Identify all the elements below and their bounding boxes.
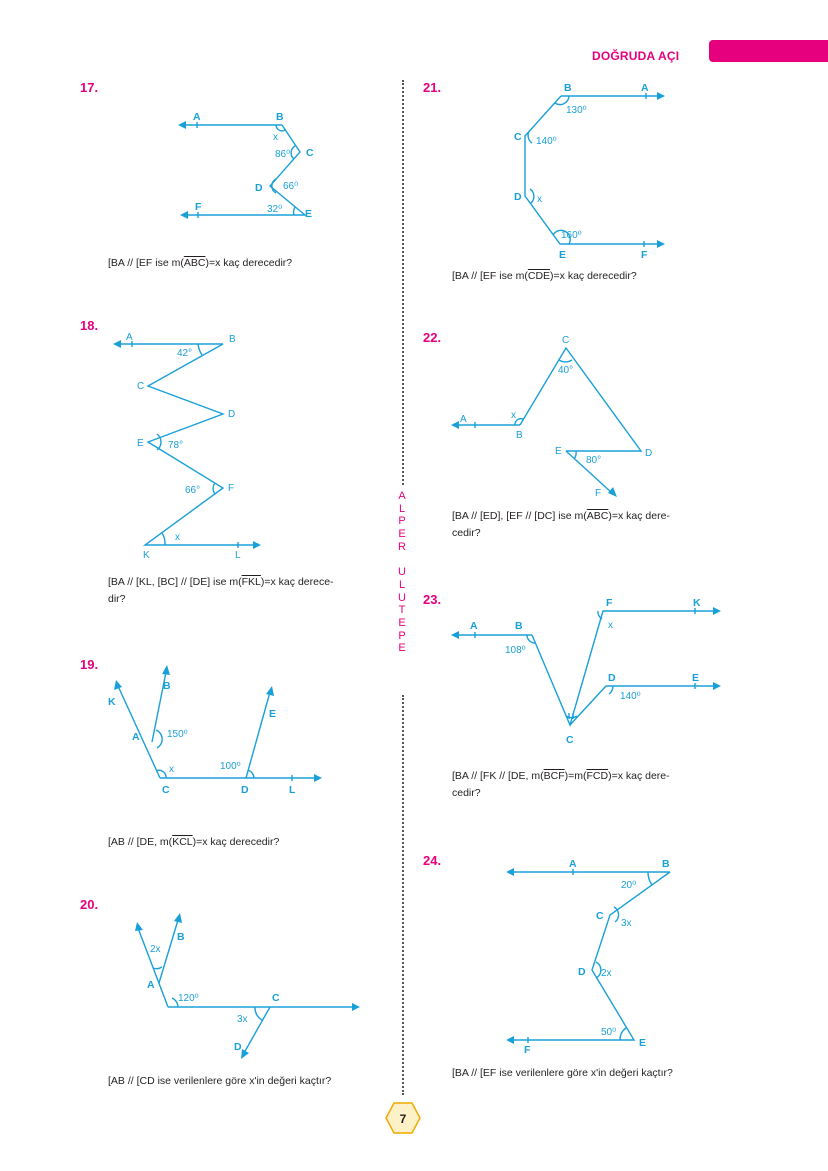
question-17-figure xyxy=(170,100,320,230)
q22-angle-40: 40° xyxy=(558,365,574,376)
q22-label-x: x xyxy=(511,410,516,421)
question-23-figure xyxy=(445,595,730,750)
q21-label-B: B xyxy=(564,82,572,94)
q22-label-A: A xyxy=(460,414,467,425)
q19-label-B: B xyxy=(163,680,171,692)
section-title: DOĞRUDA AÇI xyxy=(592,49,680,63)
q24-label-F: F xyxy=(524,1044,531,1056)
q17-label-D: D xyxy=(255,182,263,194)
question-23-text: [BA // [FK // [DE, $m(\overline{BCF})=m(\overline{FCD})=x$ kaç dere- cedir? xyxy=(452,770,670,799)
q22-label-D: D xyxy=(645,448,653,459)
column-divider-top xyxy=(402,80,404,485)
q24-label-D: D xyxy=(578,966,586,978)
q21-angle-140: 140⁰ xyxy=(536,136,557,147)
q18-angle-42: 42° xyxy=(177,348,193,359)
q20-label-D: D xyxy=(234,1041,242,1053)
q20-label-B: B xyxy=(177,931,185,943)
q18-label-x: x xyxy=(175,532,180,543)
q24-label-A: A xyxy=(569,858,577,870)
q23-label-x: x xyxy=(608,620,613,631)
question-19-figure xyxy=(100,660,330,800)
question-23-number: 23. xyxy=(423,592,442,607)
q18-label-B: B xyxy=(229,334,236,345)
q17-label-F: F xyxy=(195,201,202,213)
q23-label-C: C xyxy=(566,734,574,746)
question-17-number: 17. xyxy=(80,80,99,95)
q24-angle-20: 20⁰ xyxy=(621,880,637,891)
q18-label-K: K xyxy=(143,550,150,561)
q17-label-x: x xyxy=(273,132,278,143)
q21-label-A: A xyxy=(641,82,649,94)
question-22-figure xyxy=(445,330,665,500)
q21-angle-160: 160⁰ xyxy=(561,230,582,241)
q17-angle-32: 32⁰ xyxy=(267,204,283,215)
q23-angle-108: 108⁰ xyxy=(505,645,526,656)
q21-label-x: x xyxy=(537,194,542,205)
q22-label-C: C xyxy=(562,335,570,346)
q22-angle-80: 80° xyxy=(586,455,602,466)
q18-label-C: C xyxy=(137,381,145,392)
question-22-number: 22. xyxy=(423,330,442,345)
q17-label-B: B xyxy=(276,111,284,123)
question-22-text: [BA // [ED], [EF // [DC] ise $m(\overline{ABC})=x$ kaç dere- cedir? xyxy=(452,510,670,539)
q20-label-A: A xyxy=(147,979,155,991)
q17-label-E: E xyxy=(305,208,313,220)
q18-label-L: L xyxy=(235,550,241,561)
question-18-figure xyxy=(105,330,275,565)
question-24-figure xyxy=(500,855,695,1055)
q22-label-B: B xyxy=(516,430,523,441)
q20-angle-2x: 2x xyxy=(150,944,161,955)
question-20-figure xyxy=(125,910,370,1060)
q24-angle-50: 50⁰ xyxy=(601,1027,617,1038)
q18-label-F: F xyxy=(228,483,235,494)
question-18-text: [BA // [KL, [BC] // [DE] ise $m(\overline{FKL})=x$ kaç derece- dir? xyxy=(108,576,334,605)
question-20-text: [AB // [CD ise verilenlere göre x'in değeri kaçtır? xyxy=(108,1075,332,1087)
q19-label-K: K xyxy=(108,696,116,708)
q24-angle-3x: 3x xyxy=(621,918,632,929)
q20-label-C: C xyxy=(272,992,280,1004)
q24-angle-2x: 2x xyxy=(601,968,612,979)
q23-label-A: A xyxy=(470,620,478,632)
q23-label-D: D xyxy=(608,672,616,684)
page-number-badge xyxy=(385,1102,421,1134)
q23-label-F: F xyxy=(606,597,613,609)
q23-label-B: B xyxy=(515,620,523,632)
q17-label-C: C xyxy=(306,147,314,159)
question-20-number: 20. xyxy=(80,897,99,912)
section-tab-bar xyxy=(709,40,828,62)
q23-angle-140: 140⁰ xyxy=(620,691,641,702)
q17-angle-66: 66⁰ xyxy=(283,181,299,192)
question-17-text: [BA // [EF ise $m(\overline{ABC})=x$ kaç derecedir? xyxy=(108,257,293,269)
q20-angle-3x: 3x xyxy=(237,1014,248,1025)
q23-label-E: E xyxy=(692,672,700,684)
question-21-text: [BA // [EF ise $m(\overline{CDE})=x$ kaç derecedir? xyxy=(452,270,637,282)
q19-label-C: C xyxy=(162,784,170,796)
q19-label-D: D xyxy=(241,784,249,796)
q17-label-A: A xyxy=(193,111,201,123)
q19-label-x: x xyxy=(169,764,174,775)
q24-label-C: C xyxy=(596,910,604,922)
question-21-figure xyxy=(505,78,675,263)
q23-label-K: K xyxy=(693,597,701,609)
q22-label-E: E xyxy=(555,446,562,457)
question-24-text: [BA // [EF ise verilenlere göre x'in değeri kaçtır? xyxy=(452,1067,673,1079)
q24-label-E: E xyxy=(639,1037,647,1049)
q21-label-F: F xyxy=(641,249,648,261)
q17-angle-86: 86⁰ xyxy=(275,149,291,160)
q20-angle-120: 120⁰ xyxy=(178,993,199,1004)
page-number: 7 xyxy=(399,1112,407,1126)
q21-label-E: E xyxy=(559,249,567,261)
q18-label-D: D xyxy=(228,409,236,420)
q22-label-F: F xyxy=(595,488,602,499)
q19-label-A: A xyxy=(132,731,140,743)
question-21-number: 21. xyxy=(423,80,442,95)
question-24-number: 24. xyxy=(423,853,442,868)
q19-label-L: L xyxy=(289,784,296,796)
q18-angle-78: 78° xyxy=(168,440,184,451)
column-divider-bottom xyxy=(402,695,404,1095)
q19-angle-150: 150⁰ xyxy=(167,729,188,740)
q24-label-B: B xyxy=(662,858,670,870)
q18-label-A: A xyxy=(126,332,133,343)
author-vertical-text: A L P E R U L U T E P E xyxy=(398,490,406,655)
q21-angle-130: 130⁰ xyxy=(566,105,587,116)
question-19-text: [AB // [DE, $m(\overline{KCL})=x$ kaç derecedir? xyxy=(108,836,280,848)
q18-angle-66: 66° xyxy=(185,485,201,496)
q19-angle-100: 100⁰ xyxy=(220,761,241,772)
q18-label-E: E xyxy=(137,438,144,449)
question-19-number: 19. xyxy=(80,657,99,672)
q21-label-C: C xyxy=(514,131,522,143)
question-18-number: 18. xyxy=(80,318,99,333)
q21-label-D: D xyxy=(514,191,522,203)
q19-label-E: E xyxy=(269,708,277,720)
